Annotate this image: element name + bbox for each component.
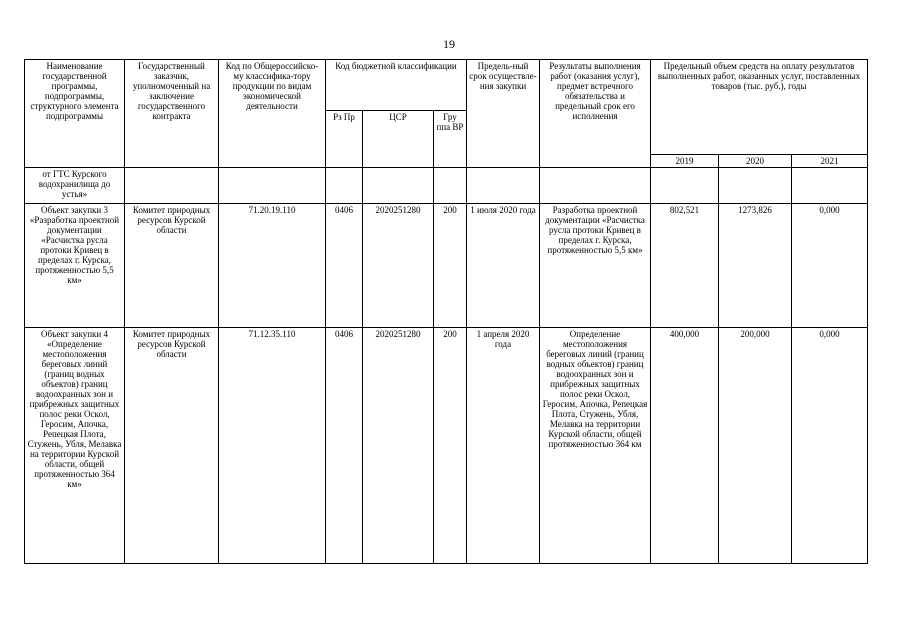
cell-customer: Комитет природных ресурсов Курской области <box>125 328 219 564</box>
cell-gr-vr: 200 <box>434 204 467 328</box>
cell-2021: 0,000 <box>792 328 868 564</box>
cell-2019: 802,521 <box>651 204 719 328</box>
cell-okpd <box>219 168 326 204</box>
cell-csr: 2020251280 <box>363 204 434 328</box>
table-row <box>25 204 868 328</box>
header-budget-code: Код бюджетной классификации <box>326 60 467 111</box>
cell-2021 <box>792 168 868 204</box>
cell-customer <box>125 168 219 204</box>
cell-2020: 200,000 <box>719 328 792 564</box>
procurement-table <box>24 59 868 564</box>
header-volume: Предельный объем средств на оплату результатов выполненных работ, оказанных услуг, поставленных товаров (тыс. руб.), годы <box>651 60 868 155</box>
cell-name: Объект закупки 3 «Разработка проектной документации «Расчистка русла протоки Кривец в пределах г. Курска, протяженностью 5,5 км» <box>25 204 125 328</box>
header-year-2019: 2019 <box>651 155 719 168</box>
cell-name: Объект закупки 4 «Определение местоположения береговых линий (границ водных объектов) границ водоохранных зон и прибрежных защитных полос реки Оскол, Геросим, Апочка, Репецкая Плота, Стужень, Убля, Мелавка на территории Курской области, общей протяженностью 364 км» <box>25 328 125 564</box>
cell-result: Определение местоположения береговых линий (границ водных объектов) границ водоохранных зон и прибрежных защитных полос реки Оскол, Геросим, Апочка, Репецкая Плота, Стужень, Убля, Мелавка на территории Курской области, общей протяженностью 364 км <box>540 328 651 564</box>
header-rz-pr: Рз Пр <box>326 111 363 168</box>
header-csr: ЦСР <box>363 111 434 168</box>
header-row-1 <box>25 60 868 111</box>
header-gr-vr: Гру ппа ВР <box>434 111 467 168</box>
header-deadline: Предель-ный срок осуществле-ния закупки <box>467 60 540 168</box>
cell-deadline <box>467 168 540 204</box>
header-name: Наименование государственной программы, подпрограммы, структурного элемента подпрограммы <box>25 60 125 168</box>
cell-rz-pr: 0406 <box>326 204 363 328</box>
cell-customer: Комитет природных ресурсов Курской области <box>125 204 219 328</box>
cell-csr <box>363 168 434 204</box>
cell-result: Разработка проектной документации «Расчистка русла протоки Кривец в пределах г. Курска, протяженностью 5,5 км» <box>540 204 651 328</box>
header-results: Результаты выполнения работ (оказания услуг), предмет встречного обязательства и предельный срок его исполнения <box>540 60 651 168</box>
header-year-2021: 2021 <box>792 155 868 168</box>
cell-result <box>540 168 651 204</box>
cell-okpd: 71.12.35.110 <box>219 328 326 564</box>
cell-gr-vr: 200 <box>434 328 467 564</box>
cell-rz-pr <box>326 168 363 204</box>
header-customer: Государственный заказчик, уполномоченный на заключение государственного контракта <box>125 60 219 168</box>
cell-okpd: 71.20.19.110 <box>219 204 326 328</box>
cell-deadline: 1 апреля 2020 года <box>467 328 540 564</box>
table-row <box>25 168 868 204</box>
cell-csr: 2020251280 <box>363 328 434 564</box>
cell-2021: 0,000 <box>792 204 868 328</box>
cell-deadline: 1 июля 2020 года <box>467 204 540 328</box>
cell-rz-pr: 0406 <box>326 328 363 564</box>
cell-2020 <box>719 168 792 204</box>
cell-gr-vr <box>434 168 467 204</box>
header-okpd: Код по Общероссийско-му классифика-тору продукции по видам экономической деятельности <box>219 60 326 168</box>
cell-2019 <box>651 168 719 204</box>
cell-2019: 400,000 <box>651 328 719 564</box>
table-row <box>25 328 868 564</box>
cell-name: от ГТС Курского водохранилища до устья» <box>25 168 125 204</box>
page-number: 19 <box>443 37 455 51</box>
cell-2020: 1273,826 <box>719 204 792 328</box>
header-year-2020: 2020 <box>719 155 792 168</box>
